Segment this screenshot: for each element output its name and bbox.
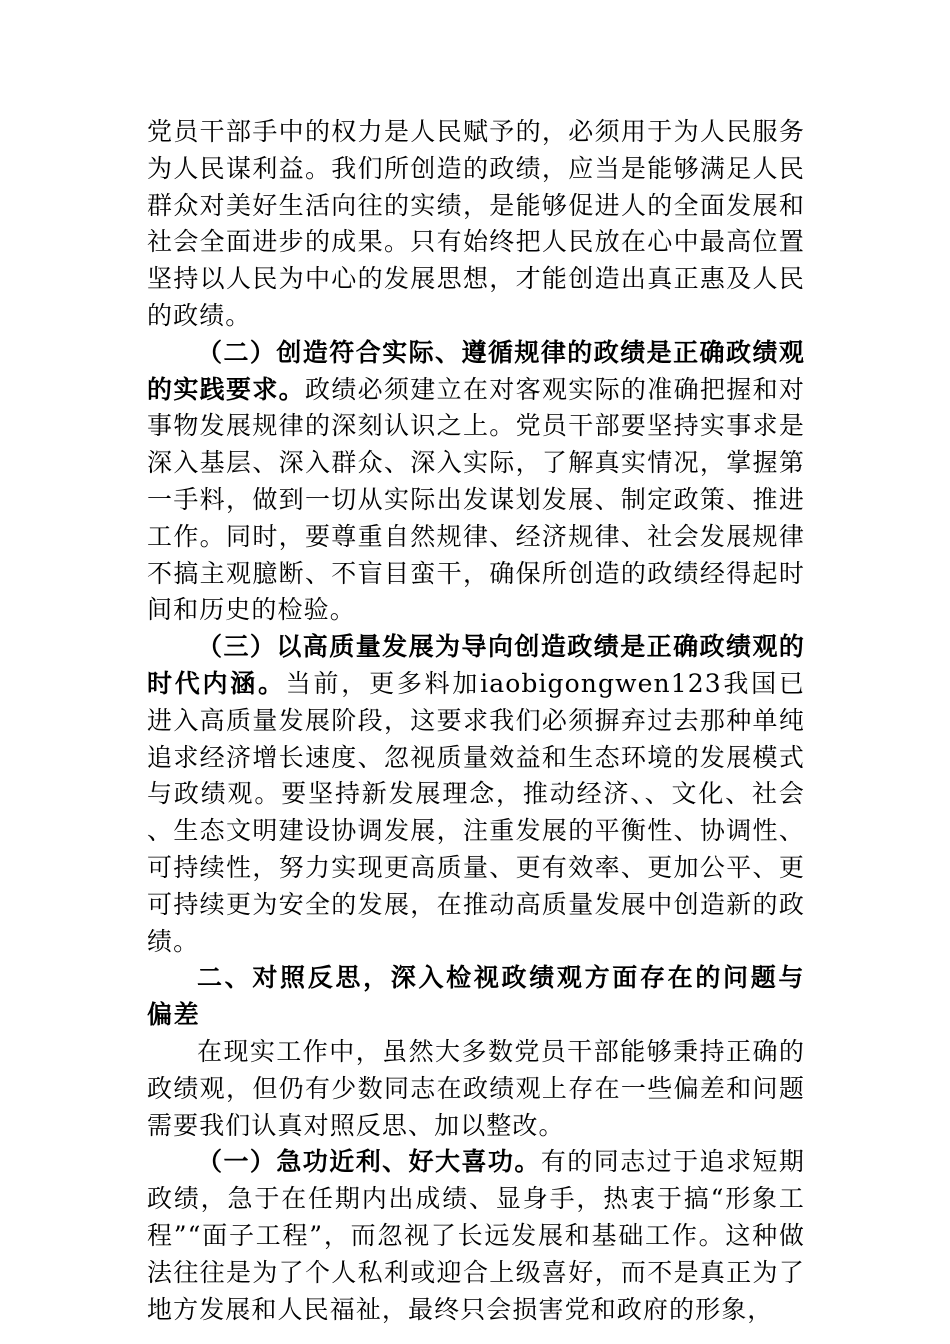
paragraph-lead-bold: （二）创造符合实际、遵循规律的政绩是正确政绩观的实践要求。 [147, 337, 805, 404]
paragraph-text: 有的同志过于追求短期政绩，急于在任期内出成绩、显身手，热衷于搞“形象工程”“面子工程”，而忽视了长远发展和基础工作。这种做法往往是为了个人私利或迎合上级喜好，而不是真正为了地方发展和人民福祉，最终只会损害党和政府的形象， [147, 1147, 805, 1324]
paragraph-short-term-gains [147, 1144, 805, 1328]
paragraph-text: 政绩必须建立在对客观实际的准确把握和对事物发展规律的深刻认识之上。党员干部要坚持实事求是深入基层、深入群众、深入实际，了解真实情况，掌握第一手料，做到一切从实际出发谋划发展、制定政策、推进工作。同时，要尊重自然规律、经济规律、社会发展规律不搞主观臆断、不盲目蛮干，确保所创造的政绩经得起时间和历史的检验。 [147, 374, 805, 625]
document-page [147, 114, 805, 1328]
paragraph-text: 在现实工作中，虽然大多数党员干部能够秉持正确的政绩观，但仍有少数同志在政绩观上存在一些偏差和问题需要我们认真对照反思、加以整改。 [147, 1036, 805, 1140]
section-heading-text: 二、对照反思，深入检视政绩观方面存在的问题与偏差 [147, 963, 805, 1030]
paragraph-lead-bold: （三）以高质量发展为导向创造政绩是正确政绩观的时代内涵。 [147, 632, 805, 698]
paragraph-people-centered [147, 114, 805, 335]
paragraph-high-quality-development [147, 629, 805, 960]
paragraph-text: 党员干部手中的权力是人民赋予的，必须用于为人民服务为人民谋利益。我们所创造的政绩，应当是能够满足人民群众对美好生活向往的实绩，是能够促进人的全面发展和社会全面进步的成果。只有始终把人民放在心中最高位置坚持以人民为中心的发展思想，才能创造出真正惠及人民的政绩。 [147, 117, 805, 330]
section-heading [147, 960, 805, 1034]
paragraph-text: 当前，更多料加iaobigongwen123我国已进入高质量发展阶段，这要求我们必须摒弃过去那种单纯追求经济增长速度、忽视质量效益和生态环境的发展模式与政绩观。要坚持新发展理念，推动经济、、文化、社会、生态文明建设协调发展，注重发展的平衡性、协调性、可持续性，努力实现更高质量、更有效率、更加公平、更可持续更为安全的发展，在推动高质量发展中创造新的政绩。 [147, 668, 805, 956]
paragraph-reflection-intro [147, 1034, 805, 1144]
paragraph-lead-bold: （一）急功近利、好大喜功。 [197, 1147, 541, 1177]
paragraph-practice-requirement [147, 335, 805, 629]
